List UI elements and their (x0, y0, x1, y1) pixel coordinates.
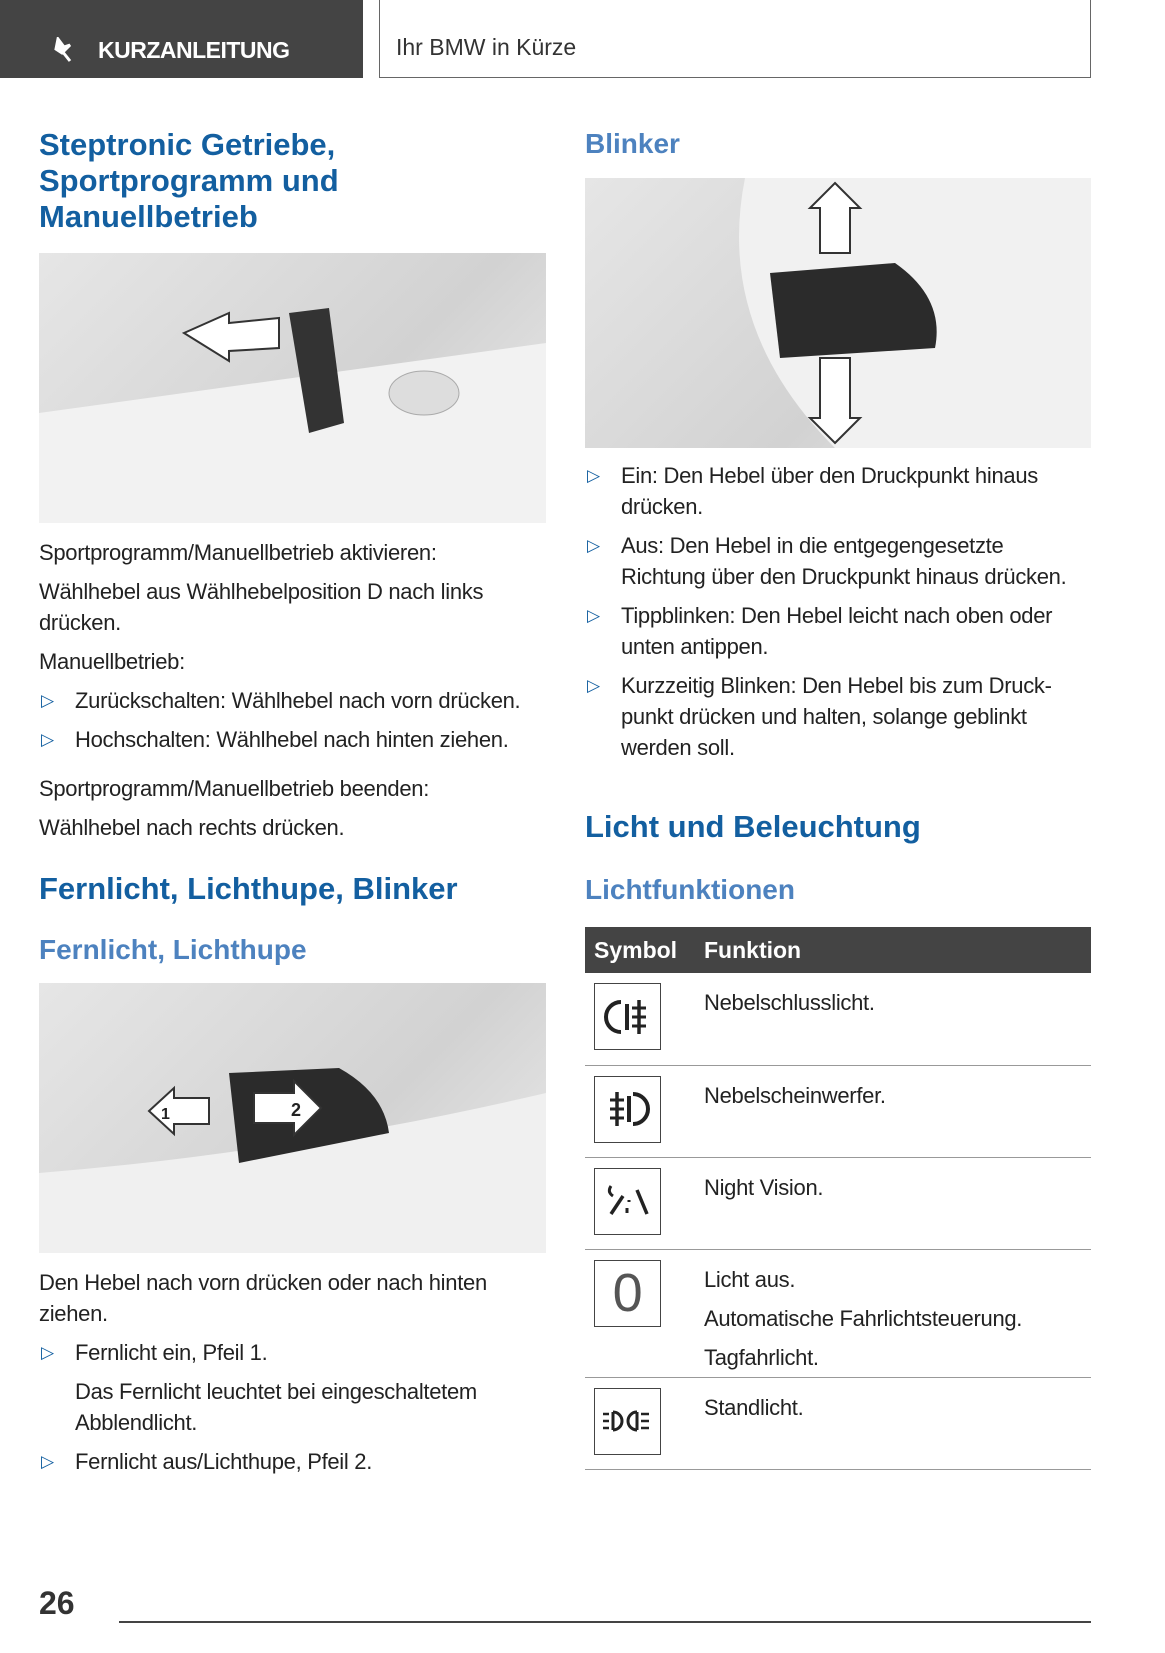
subsection-heading: Fernlicht, Lichthupe (39, 934, 307, 965)
page-number: 26 (39, 1585, 75, 1621)
gear-selector-image (39, 253, 546, 523)
light-functions-table (585, 927, 1091, 1470)
table-header: Symbol Funktion (585, 927, 1091, 973)
function-text: Night Vision. (704, 1174, 824, 1200)
table-row (585, 1249, 1091, 1377)
list-item-note: Das Fernlicht leuchtet bei eingeschaltetem Abblendlicht. (75, 1379, 477, 1435)
arrow-2-label: 2 (291, 1100, 302, 1120)
subsection-heading: Lichtfunktionen (585, 874, 795, 905)
list-item: ▷ Fernlicht aus/Lichthupe, Pfeil 2. (41, 1449, 373, 1474)
table-row (585, 1377, 1091, 1469)
section-heading: Fernlicht, Lichthupe, Blinker (39, 871, 458, 906)
function-text: Nebelscheinwerfer. (704, 1082, 886, 1108)
right-column (585, 127, 1091, 1470)
table-row (585, 1065, 1091, 1157)
list-item: ▷ Zurückschalten: Wählhebel nach vorn drücken. (41, 688, 521, 713)
chapter-title: Ihr BMW in Kürze (379, 0, 1091, 78)
list-item: ▷ Tippblinken: Den Hebel leicht nach oben oder unten antippen. (587, 603, 1053, 659)
list-item: ▷ Fernlicht ein, Pfeil 1. (41, 1340, 268, 1365)
section-tab (0, 0, 363, 78)
paragraph: Den Hebel nach vorn drücken oder nach hinten ziehen. (39, 1270, 487, 1326)
table-row (585, 973, 1091, 1065)
front-fog-light-icon (594, 1076, 661, 1143)
footer-divider (119, 1621, 1091, 1623)
turn-signal-image (585, 178, 1091, 448)
function-text: Standlicht. (704, 1394, 804, 1420)
section-heading: Steptronic Getriebe, Sportprogramm und Manuellbetrieb (39, 127, 339, 234)
list-item: ▷ Aus: Den Hebel in die entgegengesetzte Richtung über den Druckpunkt hinaus drücken. (587, 533, 1067, 589)
subsection-heading: Blinker (585, 128, 680, 159)
arrow-1-label: 1 (161, 1106, 170, 1123)
night-vision-icon (594, 1168, 661, 1235)
function-text: Automatische Fahrlichtsteuerung. (704, 1305, 1023, 1331)
list-item: ▷ Ein: Den Hebel über den Druckpunkt hinaus drücken. (587, 463, 1038, 519)
left-column (39, 127, 546, 1477)
section-heading: Licht und Beleuchtung (585, 809, 921, 844)
bullet-list (39, 685, 546, 755)
lights-off-icon: 0 (594, 1260, 661, 1327)
section-label: KURZANLEITUNG (98, 36, 290, 63)
function-text: Tagfahrlicht. (704, 1344, 819, 1370)
high-beam-lever-image (39, 983, 546, 1253)
rear-fog-light-icon (594, 983, 661, 1050)
pin-icon (50, 37, 76, 63)
list-item: ▷ Kurzzeitig Blinken: Den Hebel bis zum Druckpunkt drücken und halten, solange geblinkt werden soll. (587, 673, 1052, 760)
function-text: Nebelschlusslicht. (704, 990, 875, 1015)
paragraph: Manuellbetrieb: (39, 649, 185, 674)
list-item: ▷ Hochschalten: Wählhebel nach hinten ziehen. (41, 727, 509, 752)
bullet-list (39, 1337, 546, 1477)
parking-light-icon (594, 1388, 661, 1455)
paragraph: Wählhebel aus Wählhebelposition D nach links drücken. (39, 579, 484, 635)
function-text: Licht aus. (704, 1266, 796, 1292)
table-row (585, 1157, 1091, 1249)
paragraph: Wählhebel nach rechts drücken. (39, 815, 345, 840)
bullet-list (585, 460, 1091, 763)
paragraph: Sportprogramm/Manuellbetrieb aktivieren: (39, 540, 437, 565)
paragraph: Sportprogramm/Manuellbetrieb beenden: (39, 776, 430, 801)
